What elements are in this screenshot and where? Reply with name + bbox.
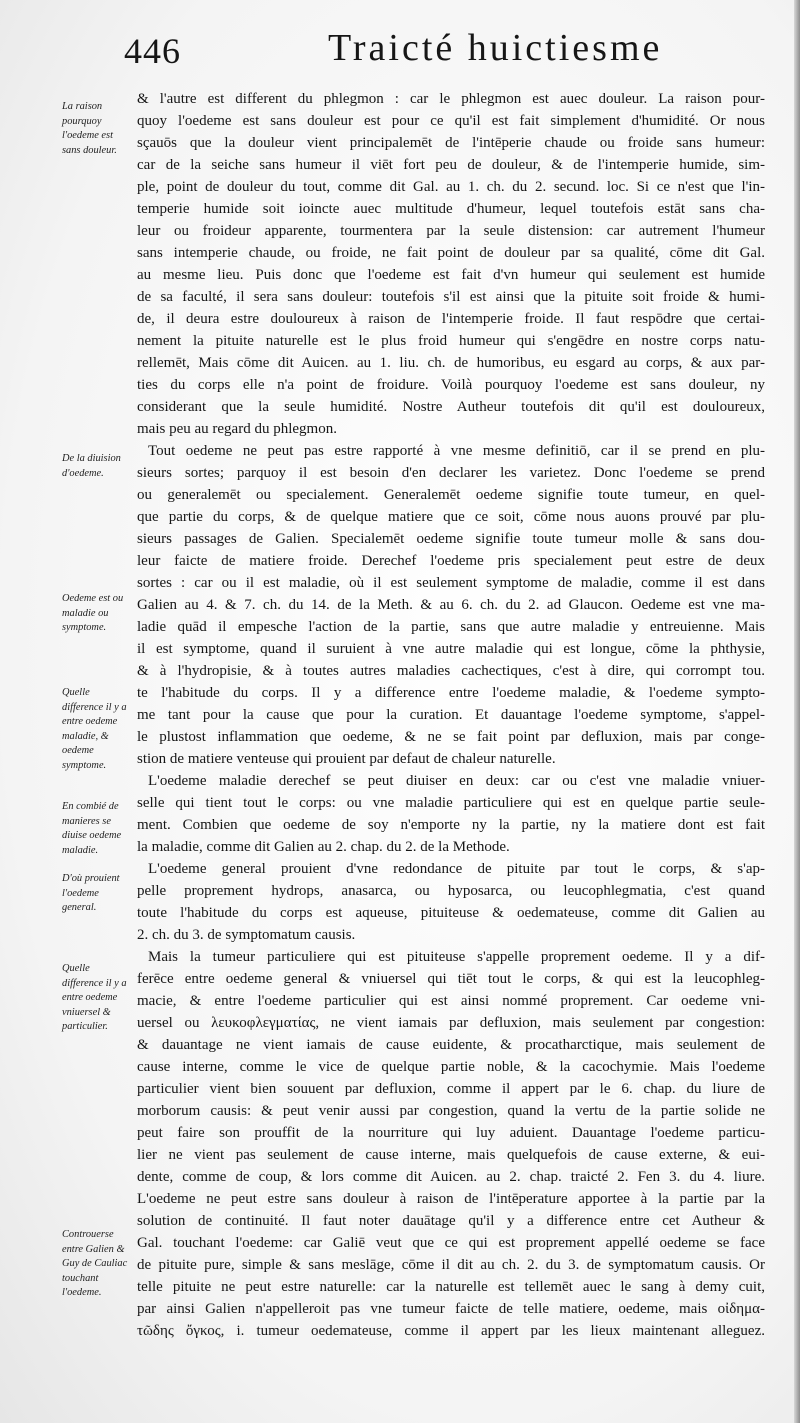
text-line: ties du corps elle n'a point de froidure. Voilà pourquoy l'oedeme est sans douleur, ny	[137, 377, 765, 393]
text-line: L'oedeme ne peut estre sans douleur à raison de l'intēperature apportee à la partie par la	[137, 1191, 765, 1207]
margin-note: Oedeme est ou maladie ou symptome.	[62, 593, 124, 634]
text-line: la maladie, comme dit Galien au 2. chap. du 2. de la Methode.	[137, 839, 510, 855]
text-line: sieurs passages de Galien. Specialemēt oedeme signifie toute tumeur molle & sans dou-	[137, 531, 765, 547]
text-line: τῶδης ὄγκος, i. tumeur oedemateuse, comme il appert par les lieux maintenant alleguez.	[137, 1323, 765, 1339]
text-line: car de la seiche sans humeur il viēt fort peu de douleur, & de l'intemperie humide, sim-	[137, 157, 765, 173]
text-line: de sa faculté, il sera sans douleur: toutefois s'il est ainsi que la pituite soit froide & humi-	[137, 289, 765, 305]
text-line: toute l'habitude du corps est aqueuse, pituiteuse & oedemateuse, comme dit Galien au	[137, 905, 765, 921]
text-line: par ainsi Galien n'appelleroit pas vne tumeur faicte de telle matiere, oedeme, mais οἰδημα-	[137, 1301, 765, 1317]
text-line: 2. ch. du 3. de symptomatum causis.	[137, 927, 356, 943]
margin-note: Quelle difference il y a entre oedeme maladie, & oedeme symptome.	[62, 687, 127, 771]
text-line: il est symptome, quand il suruient à vne autre maladie qui est longue, cōme la phthysie,	[137, 641, 765, 657]
text-line: ple, point de douleur du tout, comme dit Gal. au 1. ch. du 2. secund. loc. Si ce n'est que l'in-	[137, 179, 765, 195]
text-line: selle qui tient tout le corps: ou vne maladie particuliere qui est en quelque partie seule-	[137, 795, 765, 811]
margin-note: Quelle difference il y a entre oedeme vniuersel & particulier.	[62, 963, 127, 1033]
text-line: leur faicte de matiere froide. Derechef l'oedeme pris specialement peut estre de deux	[137, 553, 765, 569]
text-line: rellemēt, Mais cōme dit Auicen. au 1. liu. ch. de humoribus, eu esgard au corps, & aux par-	[137, 355, 765, 371]
text-line: dente, comme de coup, & lors comme dit Auicen. au 2. chap. traicté 2. Fen 3. du 4. liure.	[137, 1169, 765, 1185]
text-line: temperie humide soit ioincte auec multitude d'humeur, lequel toutefois estāt sans cha-	[137, 201, 765, 217]
text-line: peut faire son prouffit de la nourriture qui luy aduient. Dauantage l'oedeme particu-	[137, 1125, 765, 1141]
text-line: sans intemperie chaude, ou froide, ne fait point de douleur par sa qualité, cōme dit Gal.	[137, 245, 765, 261]
text-line: lier ne vient pas seulement de cause interne, mais quelquefois de cause externe, & eui-	[137, 1147, 765, 1163]
text-line: telle pituite ne peut estre naturelle: car la naturelle est tellemēt auec le sang à demy cuit,	[137, 1279, 765, 1295]
text-line: Mais la tumeur particuliere qui est pituiteuse s'appelle proprement oedeme. Il y a dif-	[148, 949, 765, 965]
text-line: que partie du corps, & de quelque matiere que ce soit, cōme nous auons prouvé par plu-	[137, 509, 765, 525]
text-line: Gal. touchant l'oedeme: car Galiē veut que ce qui est proprement appellé oedeme se face	[137, 1235, 765, 1251]
text-line: sieurs sortes; parquoy il est besoin d'en declarer les varietez. Donc l'oedeme se prend	[137, 465, 765, 481]
text-line: stion de matiere venteuse qui prouient par defaut de chaleur naturelle.	[137, 751, 556, 767]
text-line: me tant pour la cause que pour la curation. Et dauantage l'oedeme symptome, s'appel-	[137, 707, 765, 723]
page-number: 446	[124, 31, 181, 71]
margin-note: En combié de manieres se diuise oedeme maladie.	[62, 801, 122, 856]
text-line: Tout oedeme ne peut pas estre rapporté à vne mesme definitiō, car il se prend en plu-	[148, 443, 765, 459]
margin-note: La raison pourquoy l'oedeme est sans douleur.	[62, 101, 117, 156]
text-line: considerant que la seule humidité. Nostre Autheur toutefois dit qu'il est douloureux,	[137, 399, 765, 415]
text-line: de, il deura estre douloureux à raison de l'intemperie froide. Il faut respōdre que certai-	[137, 311, 765, 327]
text-line: particulier vient bien souuent par defluxion, comme il appert par le 6. chap. du liure de	[137, 1081, 765, 1097]
text-line: L'oedeme maladie derechef se peut diuiser en deux: car ou c'est vne maladie vniuer-	[148, 773, 765, 789]
text-line: nement la pituite naturelle est le plus froid humeur qui s'engēdre en nostre corps natu-	[137, 333, 765, 349]
text-line: te l'habitude du corps. Il y a difference entre l'oedeme maladie, & l'oedeme sympto-	[137, 685, 765, 701]
text-line: L'oedeme general prouient d'vne redondance de pituite par tout le corps, & s'ap-	[148, 861, 765, 877]
margin-note: De la diuision d'oedeme.	[62, 453, 121, 479]
text-line: uersel ou λευκοφλεγματίας, ne vient iamais par defluxion, mais seulement par congestion:	[137, 1015, 765, 1031]
text-line: mais peu au regard du phlegmon.	[137, 421, 337, 437]
margin-note: Controuerse entre Galien & Guy de Cauliac touchant l'oedeme.	[62, 1229, 128, 1299]
text-line: le plustost inflammation que oedeme, & ne se fait point par defluxion, mais par conge-	[137, 729, 765, 745]
text-line: au mesme lieu. Puis donc que l'oedeme est fait d'vn humeur qui seulement est humide	[137, 267, 765, 283]
text-line: leur ou froideur apparente, tourmentera par la seule distension: car autrement l'humeur	[137, 223, 765, 239]
text-line: ladie quād il empesche l'action de la partie, sans que autre maladie y entreuienne. Mais	[137, 619, 765, 635]
text-line: ferēce entre oedeme general & vniuersel qui tiēt tout le corps, & qui est la leucophleg-	[137, 971, 765, 987]
text-line: ment. Combien que oedeme de soy n'emporte ny la partie, ny la matiere dont est fait	[137, 817, 765, 833]
text-line	[137, 1342, 765, 1364]
text-line: cause interne, comme le vice de quelque partie noble, & la cacochymie. Mais l'oedeme	[137, 1059, 765, 1075]
text-line: pelle proprement hydrops, anasarca, ou hyposarca, ou leucophlegmatia, c'est quand	[137, 883, 765, 899]
text-line: de pituite pure, simple & sans meslāge, cōme il dit au ch. 2. du 3. de symptomatum causis. Or	[137, 1257, 765, 1273]
text-line: sçauōs que la douleur vient principalemēt de l'intēperie chaude ou froide sans humeur:	[137, 135, 765, 151]
text-line: ou generalemēt ou specialement. Generalemēt oedeme signifie toute tumeur, en quel-	[137, 487, 765, 503]
text-line: morborum causis: & peut venir aussi par congestion, quand la vertu de la partie solide ne	[137, 1103, 765, 1119]
text-line: & l'autre est different du phlegmon : car le phlegmon est auec douleur. La raison pour-	[137, 91, 765, 107]
text-line: macie, & entre l'oedeme particulier qui est ainsi nommé proprement. Car oedeme vni-	[137, 993, 765, 1009]
text-line: sortes : car ou il est maladie, où il est seulement symptome de maladie, comme il est dans	[137, 575, 765, 591]
text-line: Galien au 4. & 7. ch. du 14. de la Meth. & au 6. ch. du 2. ad Glaucon. Oedeme est vne ma-	[137, 597, 765, 613]
text-line: solution de continuité. Il faut noter dauātage qu'il y a difference entre cet Autheur &	[137, 1213, 765, 1229]
text-line: quoy l'oedeme est sans douleur est pour ce qu'il est fait simplement d'humidité. Or nous	[137, 113, 765, 129]
margin-note: D'où prouient l'oedeme general.	[62, 873, 120, 914]
text-line: & à l'hydropisie, & à toutes autres maladies cachectiques, c'est à dire, qui corrompt tou.	[137, 663, 765, 679]
text-line: & dauantage ne vient iamais de cause euidente, & procatharctique, mais seulement de	[137, 1037, 765, 1053]
running-title: Traicté huictiesme	[328, 27, 663, 69]
